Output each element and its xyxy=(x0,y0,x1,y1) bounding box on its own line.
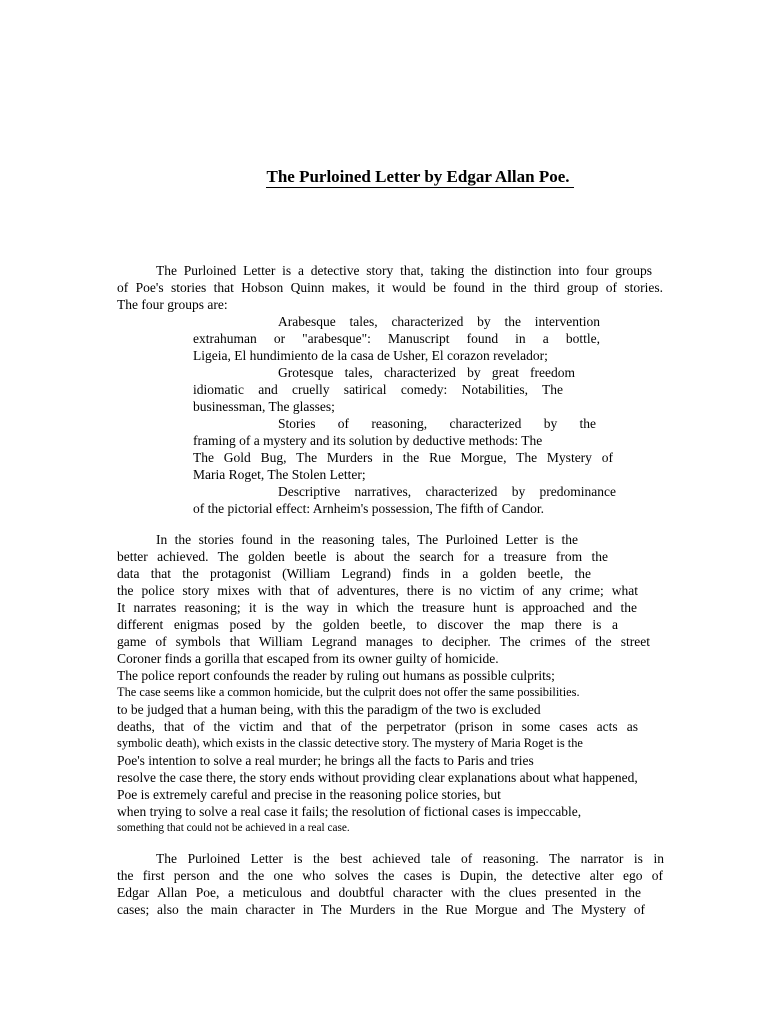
text-line: The Gold Bug, The Murders in the Rue Morgue, The Mystery of xyxy=(193,450,613,465)
text-line: The Purloined Letter is the best achieved tale of reasoning. The narrator is in xyxy=(156,851,664,866)
text-line: It narrates reasoning; it is the way in which the treasure hunt is approached and the xyxy=(117,600,637,615)
text-line: Arabesque tales, characterized by the intervention xyxy=(278,314,600,329)
text-line: different enigmas posed by the golden beetle, to discover the map there is a xyxy=(117,617,618,632)
text-line: of the pictorial effect: Arnheim's possession, The fifth of Candor. xyxy=(193,501,544,516)
text-line: extrahuman or "arabesque": Manuscript found in a bottle, xyxy=(193,331,600,346)
text-line: Coroner finds a gorilla that escaped from its owner guilty of homicide. xyxy=(117,651,499,666)
document-title-text: The Purloined Letter by Edgar Allan Poe. xyxy=(266,166,573,188)
text-line: businessman, The glasses; xyxy=(193,399,335,414)
text-line: Edgar Allan Poe, a meticulous and doubtful character with the clues presented in the xyxy=(117,885,641,900)
text-line: something that could not be achieved in a real case. xyxy=(117,822,350,834)
document-title xyxy=(0,166,768,188)
text-line: The four groups are: xyxy=(117,297,228,312)
text-line: resolve the case there, the story ends without providing clear explanations about what happened, xyxy=(117,770,638,785)
text-line: the police story mixes with that of adventures, there is no victim of any crime; what xyxy=(117,583,638,598)
text-line: deaths, that of the victim and that of the perpetrator (prison in some cases acts as xyxy=(117,719,638,734)
text-line: Descriptive narratives, characterized by predominance xyxy=(278,484,616,499)
text-line: idiomatic and cruelly satirical comedy: Notabilities, The xyxy=(193,382,563,397)
text-line: Grotesque tales, characterized by great freedom xyxy=(278,365,575,380)
text-line: framing of a mystery and its solution by deductive methods: The xyxy=(193,433,543,448)
text-line: Poe's intention to solve a real murder; he brings all the facts to Paris and tries xyxy=(117,753,534,768)
text-line: Maria Roget, The Stolen Letter; xyxy=(193,467,366,482)
text-line: to be judged that a human being, with this the paradigm of the two is excluded xyxy=(117,702,541,717)
text-line: The case seems like a common homicide, but the culprit does not offer the same possibilities. xyxy=(117,685,580,699)
text-line: Poe is extremely careful and precise in the reasoning police stories, but xyxy=(117,787,501,802)
text-line: The police report confounds the reader by ruling out humans as possible culprits; xyxy=(117,668,555,683)
text-line: better achieved. The golden beetle is about the search for a treasure from the xyxy=(117,549,608,564)
text-line: Stories of reasoning, characterized by the xyxy=(278,416,596,431)
text-line: cases; also the main character in The Murders in the Rue Morgue and The Mystery of xyxy=(117,902,645,917)
text-line: when trying to solve a real case it fails; the resolution of fictional cases is impeccable, xyxy=(117,804,582,819)
text-line: data that the protagonist (William Legrand) finds in a golden beetle, the xyxy=(117,566,591,581)
text-line: The Purloined Letter is a detective story that, taking the distinction into four groups xyxy=(156,263,652,278)
text-line: of Poe's stories that Hobson Quinn makes, it would be found in the third group of stories. xyxy=(117,280,663,295)
text-line: game of symbols that William Legrand manages to decipher. The crimes of the street xyxy=(117,634,650,649)
text-line: symbolic death), which exists in the classic detective story. The mystery of Maria Roget is the xyxy=(117,736,583,750)
text-line: the first person and the one who solves the cases is Dupin, the detective alter ego of xyxy=(117,868,663,883)
text-line: In the stories found in the reasoning tales, The Purloined Letter is the xyxy=(156,532,578,547)
text-line: Ligeia, El hundimiento de la casa de Usher, El corazon revelador; xyxy=(193,348,548,363)
